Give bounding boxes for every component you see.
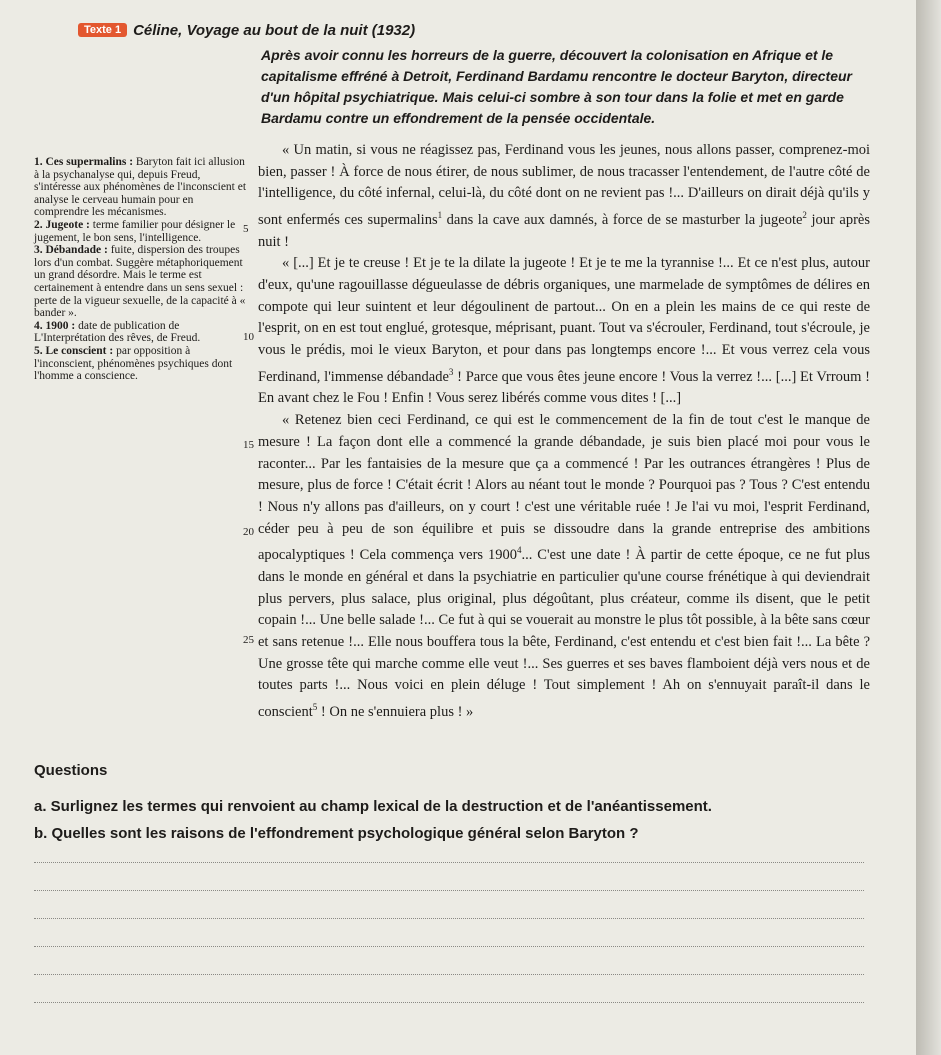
answer-line[interactable] xyxy=(34,974,864,975)
footnote-1: 1. Ces supermalins : Baryton fait ici allusion à la psychanalyse qui, depuis Freud, s'intéresse aux phénomènes de l'inconscient et analyse le cerveau humain pour en comprendre les mécanismes. xyxy=(34,156,247,219)
text-title: Céline, Voyage au bout de la nuit (1932) xyxy=(133,22,416,39)
page-edge xyxy=(916,0,941,1055)
footnote-ref-2: 2 xyxy=(802,210,807,221)
footnote-4: 4. 1900 : date de publication de L'Interprétation des rêves, de Freud. xyxy=(34,319,201,345)
paragraph-3: « Retenez bien ceci Ferdinand, ce qui est le commencement de la fin de tout c'est le manque de mesure ! La façon dont elle a commencé la grande débandade, je suis bien placé moi pour vous le raconter... Par les fantaisies de la mesure que ça a commencé ! Par les outrances étrangères ! Plus de mesure, plus de force ! C'était écrit ! Alors au néant tout le monde ? Pourquoi pas ? Tous ? C'est entendu ! Nous n'y allons pas d'ailleurs, on y court ! c'est une véritable ruée ! Je l'ai vu moi, l'esprit Ferdinand, céder peu à peu de son équilibre et puis se dissoudre dans la grande entreprise des ambitions apocalyptiques ! Cela commença vers 1900$^4$... C'est une date ! À partir de cette époque, ce ne fut plus dans le monde en général et dans la psychiatrie en particulier qu'une course frénétique à qui deviendrait plus pervers, plus salace, plus original, plus dégoûtant, plus créateur, comme ils disent, que le petit copain !... Une belle salade !... Ce fut à qui se vouerait au monstre le plus tôt possible, à la bête sans cœur et sans retenue !... Elle nous bouffera tous la bête, Ferdinand, c'est entendu et c'est bien fait !... La bête ? Une grosse tête qui marche comme elle veut !... Ses guerres et ses baves flamboient déjà vers nous et de toutes parts !... Nous voici en plein déluge ! Tout simplement ! Ah on s'ennuyait paraît-il dans le conscient$^5$ ! On ne s'ennuiera plus ! » xyxy=(258,412,870,720)
line-number: 15 xyxy=(243,439,254,451)
paragraph-1: « Un matin, si vous ne réagissez pas, Ferdinand vous les jeunes, nous allons passer, comprenez-moi bien, passer ! À force de nous étirer, de nous sublimer, de nous tracasser l'entendement, de l'autre côté de l'intelligence, du côté infernal, celui-là, du côté dont on ne revient pas !... D'ailleurs on dirait déjà qu'ils y sont enfermés ces supermalins$^1$ dans la cave aux damnés, à force de se masturber la jugeote$^2$ jour après nuit ! xyxy=(258,142,870,250)
line-number: 5 xyxy=(243,223,249,235)
footnote-5: 5. Le conscient : par opposition à l'inconscient, phénomènes psychiques dont l'homme a conscience. xyxy=(34,344,233,383)
intro-paragraph: Après avoir connu les horreurs de la guerre, découvert la colonisation en Afrique et le capitalisme effréné à Detroit, Ferdinand Bardamu rencontre le docteur Baryton, directeur d'un hôpital psychiatrique. Mais celui-ci sombre à son tour dans la folie et met en garde Bardamu contre un effondrement de la pensée occidentale. xyxy=(261,47,853,126)
answer-line[interactable] xyxy=(34,890,864,891)
footnote-2: 2. Jugeote : terme familier pour désigner le jugement, le bon sens, l'intelligence. xyxy=(34,218,236,244)
line-number: 20 xyxy=(243,526,254,538)
question-a: a. Surlignez les termes qui renvoient au champ lexical de la destruction et de l'anéantissement. xyxy=(34,798,712,815)
text-badge: Texte 1 xyxy=(78,23,127,37)
line-number: 10 xyxy=(243,331,254,343)
paragraph-2: « [...] Et je te creuse ! Et je te la dilate la jugeote ! Et je te me la tyrannise !... Et ce n'est plus, autour d'eux, qu'une ragouillasse dégueulasse de débris organiques, une marmelade de symptômes de délires en compote qui leur suintent et leur dégoulinent de partout... On en a plein les mains de ce qui reste de l'esprit, on en est tout englué, grotesque, méprisant, puant. Tout va s'écrouler, Ferdinand, tout s'écroule, je vous le prédis, moi le vieux Baryton, et pour dans pas longtemps encore !... Et vous verrez cela vous Ferdinand, l'immense débandade$^3$ ! Parce que vous êtes jeune encore ! Vous la verrez !... [...] Et Vrroum ! En avant chez le Fou ! Enfin ! Vous serez libérés comme vous dites ! [...] xyxy=(258,255,871,407)
answer-line[interactable] xyxy=(34,862,864,863)
text-header xyxy=(78,22,415,39)
question-b: b. Quelles sont les raisons de l'effondrement psychologique général selon Baryton ? xyxy=(34,825,639,842)
footnote-ref-1: 1 xyxy=(437,210,443,221)
answer-line[interactable] xyxy=(34,946,864,947)
footnote-3: 3. Débandade : fuite, dispersion des troupes lors d'un combat. Suggère métaphoriquement un grand désordre. Mais le terme est certainement à entendre dans un sens sexuel : perte de la vigueur sexuelle, de la capacité à « bander ». xyxy=(34,244,246,320)
line-number: 25 xyxy=(243,634,254,646)
footnote-ref-5: 5 xyxy=(312,702,318,713)
main-text xyxy=(258,140,870,724)
footnotes xyxy=(34,156,249,383)
footnote-ref-3: 3 xyxy=(448,366,454,377)
questions-title: Questions xyxy=(34,762,108,779)
footnote-ref-4: 4 xyxy=(516,545,522,556)
answer-line[interactable] xyxy=(34,918,864,919)
answer-line[interactable] xyxy=(34,1002,864,1003)
